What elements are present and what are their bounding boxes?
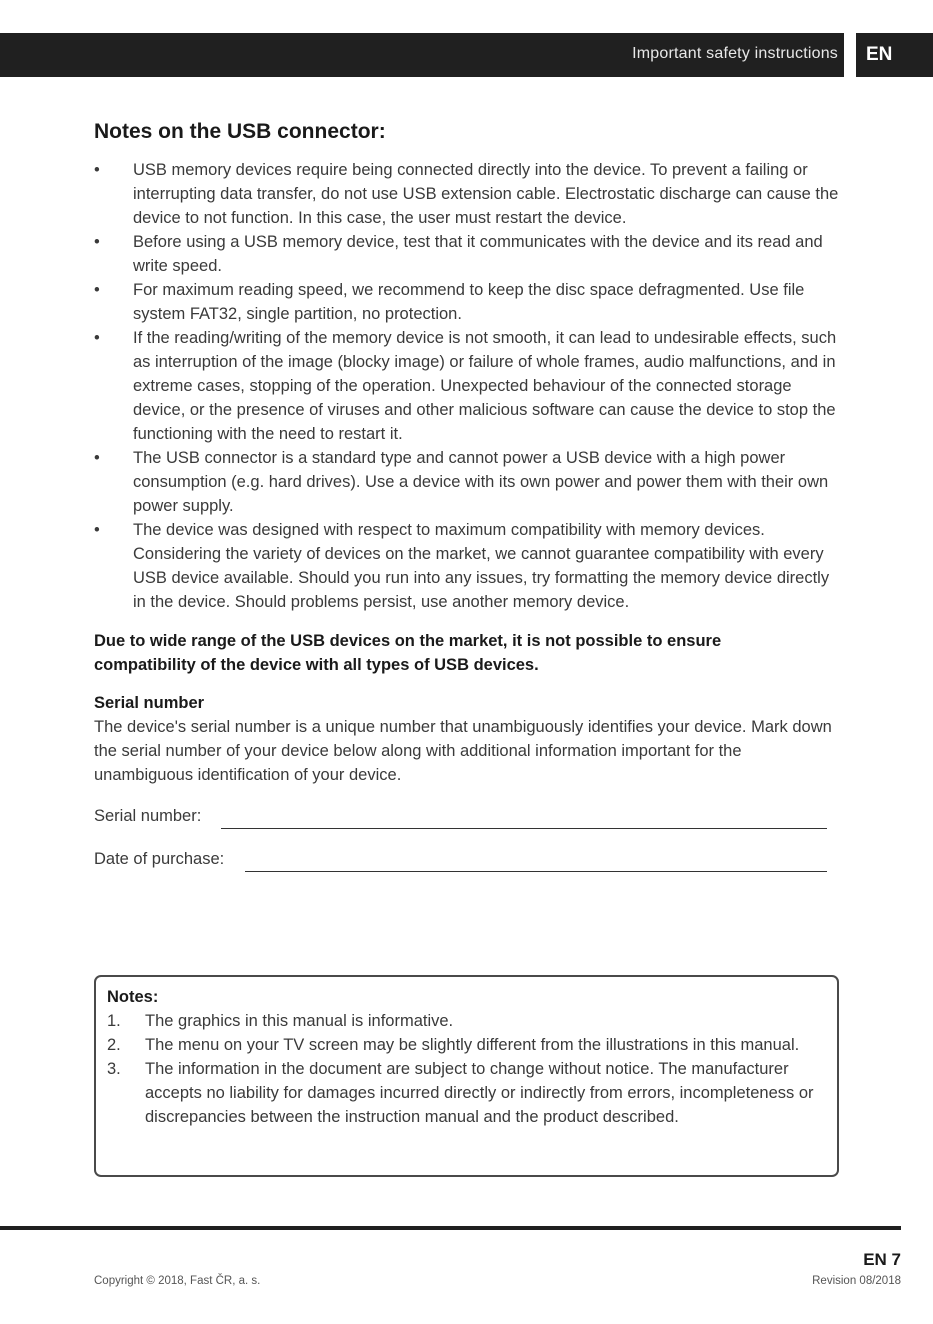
footer-divider xyxy=(0,1226,901,1230)
serial-description: The device's serial number is a unique number that unambiguously identifies your device. Mark down the serial number of your device below along with additional information important for the unambiguous identification of your device. xyxy=(94,718,832,784)
list-item-text: USB memory devices require being connected directly into the device. To prevent a failing or interrupting data transfer, do not use USB extension cable. Electrostatic discharge can cause the device to not function. In this case, the user must restart the device. xyxy=(133,161,839,227)
header-bar xyxy=(0,33,844,77)
main-content xyxy=(94,120,839,874)
notes-box xyxy=(94,975,839,1177)
list-item xyxy=(94,446,839,518)
revision-text: Revision 08/2018 xyxy=(812,1275,901,1287)
list-item-text: The device was designed with respect to maximum compatibility with memory devices. Considering the variety of devices on the market, we cannot guarantee compatibility with every USB device available. Should you run into any issues, try formatting the memory device directly in the device. Should problems persist, use another memory device. xyxy=(133,521,830,611)
serial-heading: Serial number xyxy=(94,694,205,712)
bullet-icon: • xyxy=(94,281,100,299)
list-item xyxy=(94,326,839,446)
page-number: EN 7 xyxy=(863,1250,901,1269)
list-item-text: The USB connector is a standard type and cannot power a USB device with a high power consumption (e.g. hard drives). Use a device with its own power and power them with their own power supply. xyxy=(133,449,829,515)
bullet-icon: • xyxy=(94,449,100,467)
purchase-date-row xyxy=(94,850,839,874)
bullet-icon: • xyxy=(94,161,100,179)
usb-bullet-list xyxy=(94,158,839,614)
serial-number-line xyxy=(221,828,827,829)
language-label: EN xyxy=(866,44,893,65)
serial-number-label: Serial number: xyxy=(94,807,202,825)
bullet-icon: • xyxy=(94,521,100,539)
notes-list xyxy=(107,1009,826,1129)
bullet-icon: • xyxy=(94,329,100,347)
list-item xyxy=(107,1033,826,1057)
usb-heading: Notes on the USB connector: xyxy=(94,120,386,143)
notes-title: Notes: xyxy=(107,988,159,1006)
usb-compatibility-warning: Due to wide range of the USB devices on the market, it is not possible to ensure compatibility of the device with all types of USB devices. xyxy=(94,632,722,674)
bullet-icon: • xyxy=(94,233,100,251)
list-item-text: For maximum reading speed, we recommend to keep the disc space defragmented. Use file system FAT32, single partition, no protection. xyxy=(133,281,805,323)
purchase-date-line xyxy=(245,871,827,872)
list-item-text: Before using a USB memory device, test that it communicates with the device and its read and write speed. xyxy=(133,233,823,275)
note-text: The graphics in this manual is informative. xyxy=(145,1012,454,1030)
list-item xyxy=(94,518,839,614)
language-tab xyxy=(856,33,933,77)
list-item xyxy=(94,158,839,230)
note-text: The information in the document are subject to change without notice. The manufacturer accepts no liability for damages incurred directly or indirectly from errors, incompleteness or discrepancies between the instruction manual and the product described. xyxy=(145,1060,814,1126)
note-text: The menu on your TV screen may be slightly different from the illustrations in this manual. xyxy=(145,1036,800,1054)
list-item xyxy=(107,1057,826,1129)
list-item xyxy=(94,278,839,326)
list-item-text: If the reading/writing of the memory device is not smooth, it can lead to undesirable effects, such as interruption of the image (blocky image) or failure of whole frames, audio malfunctions, and in extreme cases, stopping of the operation. Unexpected behaviour of the connected storage device, or the presence of viruses and other malicious software can cause the device to stop the functioning with the need to restart it. xyxy=(133,329,837,443)
note-number: 3. xyxy=(107,1060,121,1078)
note-number: 1. xyxy=(107,1012,121,1030)
copyright-text: Copyright © 2018, Fast ČR, a. s. xyxy=(94,1275,261,1287)
list-item xyxy=(94,230,839,278)
list-item xyxy=(107,1009,826,1033)
header-title: Important safety instructions xyxy=(632,45,838,62)
note-number: 2. xyxy=(107,1036,121,1054)
serial-number-row xyxy=(94,807,839,831)
purchase-date-label: Date of purchase: xyxy=(94,850,225,868)
